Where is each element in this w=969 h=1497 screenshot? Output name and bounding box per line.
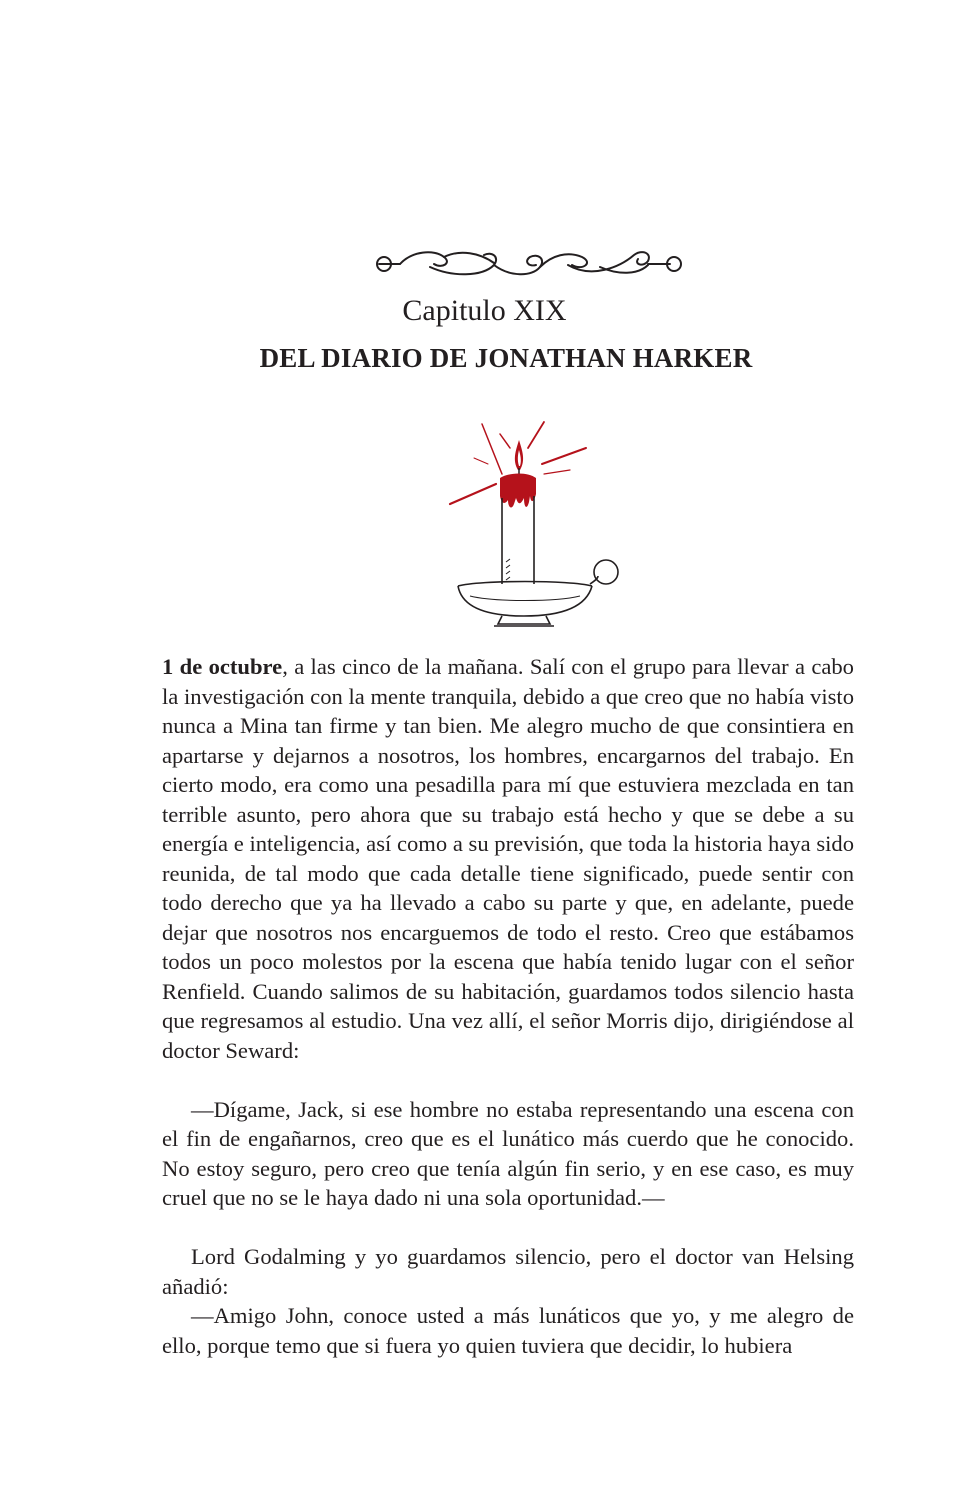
chapter-body bbox=[162, 652, 854, 1360]
paragraph-4: —Amigo John, conoce usted a más lunáticos que yo, y me alegro de ello, porque temo que si fuera yo quien tuviera que decidir, lo hubiera bbox=[162, 1303, 854, 1358]
chapter-title: DEL DIARIO DE JONATHAN HARKER bbox=[259, 343, 753, 373]
paragraph-1-text: , a las cinco de la mañana. Salí con el grupo para llevar a cabo la investigación con la mente tranquila, debido a que creo que no había visto nunca a Mina tan firme y tan bien. Me alegro mucho de que consintiera en apartarse y dejarnos a nosotros, los hombres, encargarnos del trabajo. En cierto modo, era como una pesadilla para mí que estuviera mezclada en tan terrible asunto, pero ahora que su trabajo está hecho y que se debe a su energía e inteligencia, así como a su previsión, que toda la historia haya sido reunida, de tal modo que cada detalle tiene significado, puede sentir con todo derecho que ya ha llevado a cabo su parte y que, en adelante, puede dejar que nosotros nos encarguemos de todo el resto. Creo que estábamos todos un poco molestos por la escena que había tenido lugar con el señor Renfield. Cuando salimos de su habitación, guardamos todos silencio hasta que regresamos al estudio. Una vez allí, el señor Morris dijo, dirigiéndose al doctor Seward: bbox=[162, 654, 854, 1063]
paragraph-1 bbox=[162, 652, 854, 1065]
paragraph-3: Lord Godalming y yo guardamos silencio, pero el doctor van Helsing añadió: bbox=[162, 1244, 854, 1299]
candle-illustration-icon bbox=[440, 412, 630, 634]
chapter-number: Capitulo XIX bbox=[402, 294, 567, 327]
flourish-ornament-icon bbox=[372, 243, 684, 285]
paragraph-2: —Dígame, Jack, si ese hombre no estaba representando una escena con el fin de engañarnos, creo que es el lunático más cuerdo que he conocido. No estoy seguro, pero creo que tenía algún fin serio, y en ese caso, es muy cruel que no se le haya dado ni una sola oportunidad.— bbox=[162, 1096, 854, 1210]
diary-date: 1 de octubre bbox=[162, 654, 283, 679]
